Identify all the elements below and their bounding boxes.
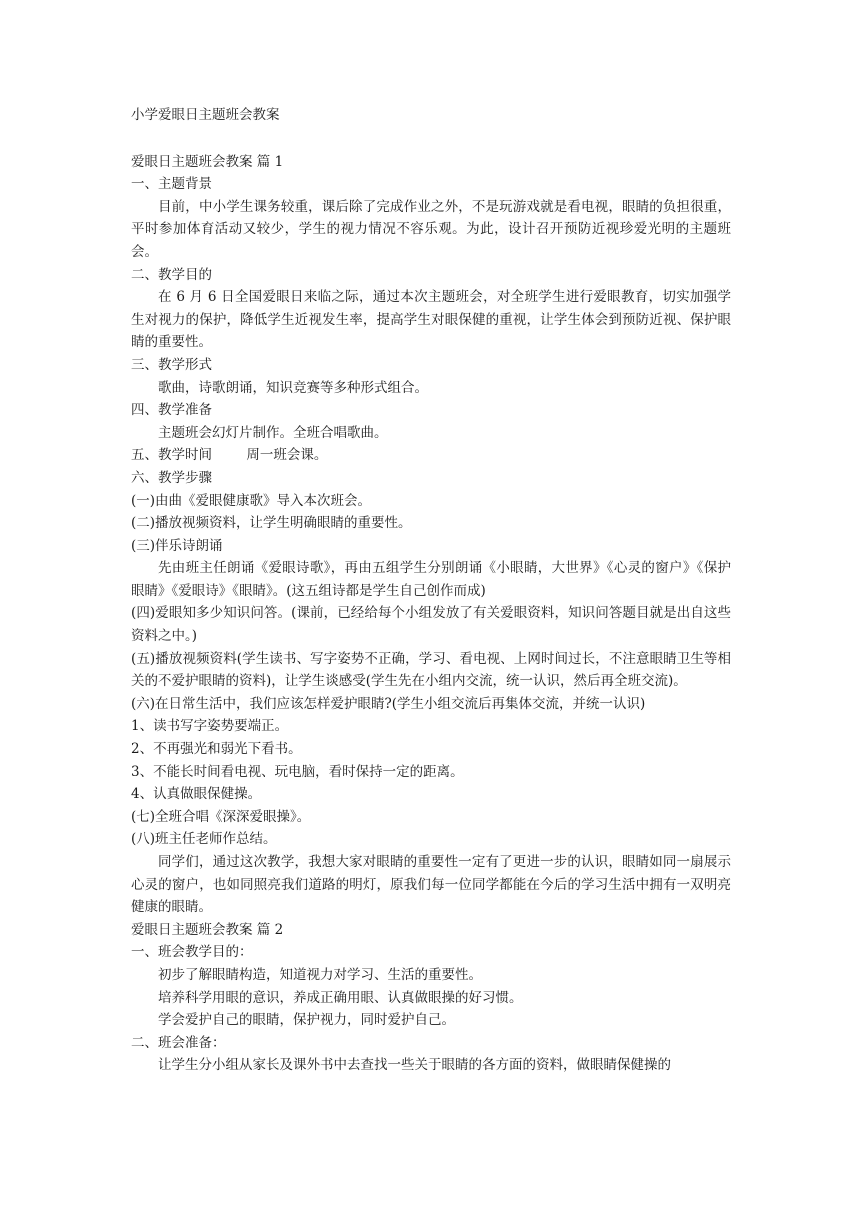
step-line: (三)伴乐诗朗诵 [131, 537, 223, 554]
paragraph: 在 6 月 6 日全国爱眼日来临之际，通过本次主题班会，对全班学生进行爱眼教育，切实加强学生对视力的保护，降低学生近视发生率，提高学生对眼保健的重视，让学生体会到预防近视、保护眼睛的重要性。 [131, 289, 731, 351]
list-item: 1、读书写字姿势要端正。 [131, 718, 289, 735]
paragraph: 目前，中小学生课务较重，课后除了完成作业之外，不是玩游戏就是看电视，眼睛的负担很重，平时参加体育活动又较少，学生的视力情况不容乐观。为此，设计召开预防近视珍爱光明的主题班会。 [131, 198, 731, 260]
paragraph: 先由班主任朗诵《爱眼诗歌》，再由五组学生分别朗诵《小眼睛，大世界》《心灵的窗户》《保护眼睛》《爱眼诗》《眼睛》。(这五组诗都是学生自己创作而成) [131, 560, 731, 599]
step-line: (二)播放视频资料，让学生明确眼睛的重要性。 [131, 515, 412, 532]
paragraph: 学会爱护自己的眼睛，保护视力，同时爱护自己。 [158, 1012, 455, 1029]
paragraph: 歌曲，诗歌朗诵，知识竞赛等多种形式组合。 [158, 379, 428, 396]
section-heading: 一、主题背景 [131, 176, 212, 193]
step-line: (一)由曲《爱眼健康歌》导入本次班会。 [131, 492, 372, 509]
lesson-1-heading: 爱眼日主题班会教案 篇 1 [131, 153, 284, 170]
step-line: (六)在日常生活中，我们应该怎样爱护眼睛?(学生小组交流后再集体交流，并统一认识) [131, 695, 646, 712]
step-line: (四)爱眼知多少知识问答。(课前，已经给每个小组发放了有关爱眼资料，知识问答题目就是出自这些资料之中。) [131, 605, 731, 645]
section-heading: 五、教学时间 周一班会课。 [131, 447, 328, 464]
section-heading: 六、教学步骤 [131, 469, 212, 486]
section-heading: 二、班会准备： [131, 1034, 226, 1051]
section-heading: 三、教学形式 [131, 356, 212, 373]
paragraph: 培养科学用眼的意识，养成正确用眼、认真做眼操的好习惯。 [158, 989, 523, 1006]
list-item: 2、不再强光和弱光下看书。 [131, 741, 302, 758]
step-line: (七)全班合唱《深深爱眼操》。 [131, 808, 311, 825]
list-item: 3、不能长时间看电视、玩电脑，看时保持一定的距离。 [131, 763, 464, 780]
section-heading: 一、班会教学目的： [131, 944, 253, 961]
lesson-2-heading: 爱眼日主题班会教案 篇 2 [131, 921, 284, 938]
paragraph: 初步了解眼睛构造，知道视力对学习、生活的重要性。 [158, 966, 482, 983]
paragraph: 让学生分小组从家长及课外书中去查找一些关于眼睛的各方面的资料，做眼睛保健操的 [158, 1057, 671, 1074]
section-heading: 二、教学目的 [131, 266, 212, 283]
section-heading: 四、教学准备 [131, 402, 212, 419]
list-item: 4、认真做眼保健操。 [131, 786, 262, 803]
paragraph: 主题班会幻灯片制作。全班合唱歌曲。 [158, 424, 388, 441]
step-line: (五)播放视频资料(学生读书、写字姿势不正确，学习、看电视、上网时间过长，不注意眼睛卫生等相关的不爱护眼睛的资料)，让学生谈感受(学生先在小组内交流，统一认识，然后再全班交流)。 [131, 650, 731, 690]
document-title: 小学爱眼日主题班会教案 [131, 107, 280, 123]
document-page [131, 104, 731, 1077]
paragraph: 同学们，通过这次教学，我想大家对眼睛的重要性一定有了更进一步的认识，眼睛如同一扇展示心灵的窗户，也如同照亮我们道路的明灯，原我们每一位同学都能在今后的学习生活中拥有一双明亮健康的眼睛。 [131, 854, 731, 916]
step-line: (八)班主任老师作总结。 [131, 831, 277, 848]
